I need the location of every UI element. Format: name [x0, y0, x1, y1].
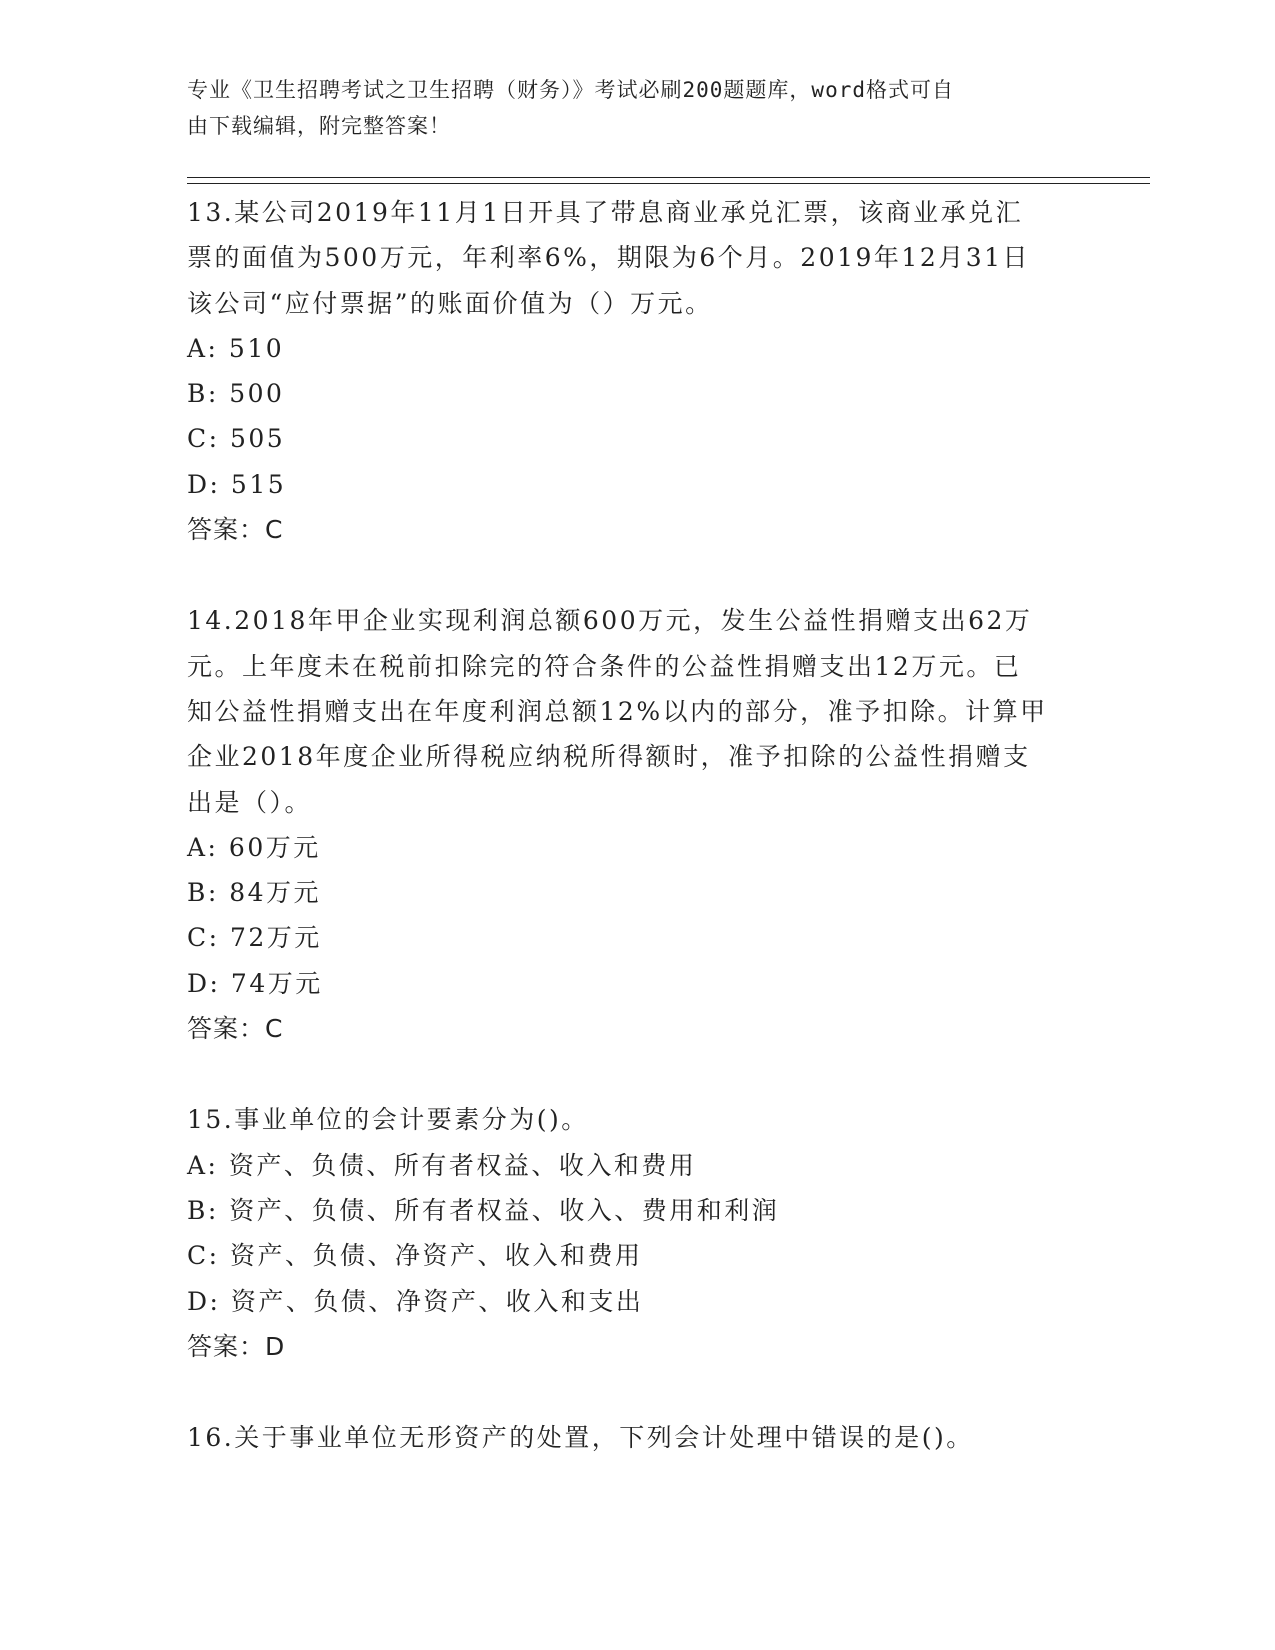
document-header	[187, 72, 1057, 144]
question-stem-line: 该公司“应付票据”的账面价值为（）万元。	[187, 288, 713, 318]
question-stem-line: 票的面值为500万元，年利率6%，期限为6个月。2019年12月31日	[187, 243, 1031, 273]
option-d: D: 515	[187, 469, 287, 499]
spacer	[187, 552, 1072, 598]
option-b: B: 500	[187, 379, 285, 409]
option-d: D: 74万元	[187, 968, 323, 998]
question-stem-line: 企业2018年度企业所得税应纳税所得额时，准予扣除的公益性捐赠支	[187, 742, 1031, 772]
option-c: C: 505	[187, 424, 286, 454]
question-15	[187, 1097, 1072, 1369]
option-b: B: 84万元	[187, 878, 322, 908]
question-stem-line: 16.关于事业单位无形资产的处置，下列会计处理中错误的是()。	[187, 1423, 974, 1453]
option-a: A: 510	[187, 333, 285, 363]
option-a: A: 资产、负债、所有者权益、收入和费用	[187, 1150, 697, 1180]
question-stem-line: 知公益性捐赠支出在年度利润总额12%以内的部分，准予扣除。计算甲	[187, 696, 1048, 726]
answer: 答案：C	[187, 515, 284, 545]
header-line-1: 专业《卫生招聘考试之卫生招聘（财务）》考试必刷200题题库，word格式可自	[187, 78, 954, 102]
question-stem-line: 元。上年度未在税前扣除完的符合条件的公益性捐赠支出12万元。已	[187, 651, 1022, 681]
question-16	[187, 1415, 1072, 1460]
question-14	[187, 598, 1072, 1051]
answer: 答案：C	[187, 1014, 284, 1044]
header-rule-bottom	[187, 183, 1150, 184]
header-line-2: 由下载编辑，附完整答案！	[187, 114, 451, 138]
question-stem-line: 出是（）。	[187, 787, 313, 817]
question-stem-line: 14.2018年甲企业实现利润总额600万元，发生公益性捐赠支出62万	[187, 606, 1033, 636]
option-c: C: 资产、负债、净资产、收入和费用	[187, 1241, 643, 1271]
option-b: B: 资产、负债、所有者权益、收入、费用和利润	[187, 1195, 780, 1225]
answer: 答案：D	[187, 1331, 286, 1361]
question-13	[187, 190, 1072, 552]
question-stem-line: 15.事业单位的会计要素分为()。	[187, 1105, 589, 1135]
header-rule-top	[187, 177, 1150, 178]
spacer	[187, 1051, 1072, 1097]
question-list	[187, 190, 1072, 1460]
spacer	[187, 1369, 1072, 1415]
option-c: C: 72万元	[187, 923, 322, 953]
question-stem-line: 13.某公司2019年11月1日开具了带息商业承兑汇票，该商业承兑汇	[187, 198, 1024, 227]
option-d: D: 资产、负债、净资产、收入和支出	[187, 1286, 644, 1316]
option-a: A: 60万元	[187, 832, 321, 862]
